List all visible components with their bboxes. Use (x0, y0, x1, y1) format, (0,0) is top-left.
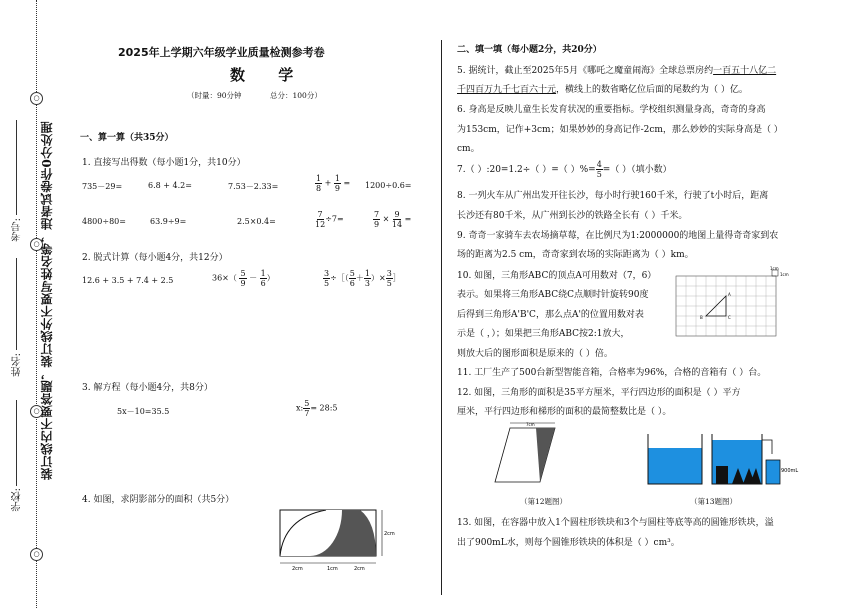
q3-b: x: $\frac{5}{7}$ = 28:5 (296, 399, 338, 418)
q1-item: 7.53－2.33= (228, 182, 279, 191)
column-divider (441, 40, 442, 595)
exam-number-label: 考号: (12, 218, 23, 242)
q4-figure (270, 500, 410, 572)
q1-item: 2.5×0.4= (237, 217, 276, 226)
svg-text:B: B (700, 315, 703, 320)
binding-circle: ○ (30, 92, 43, 105)
grid-scale-label: 1cm (770, 266, 779, 271)
q4-dim: 2cm (292, 566, 303, 572)
q4-dim: 2cm (384, 531, 395, 537)
q8-line1: 8. 一列火车从广州出发开往长沙，每小时行驶160千米，行驶了t小时后，距离 (457, 191, 769, 201)
q12-line2: 厘米，平行四边形和梯形的面积的最简整数比是（ ）。 (457, 407, 672, 417)
q3-title: 3. 解方程（每小题4分，共8分） (82, 383, 213, 393)
part2-title: 二、填一填（每小题2分，共20分） (457, 45, 602, 55)
exam-number-line (16, 120, 17, 215)
q10-line5: 则放大后的图形面积是原来的（ ）倍。 (457, 349, 613, 359)
q10-line3: 后得到三角形A'B'C，那么点A'的位置用数对表 (457, 310, 644, 320)
binding-warning: 装订线内不要答题，装订线外不要写姓名等，违者试卷作0分处理 (40, 121, 54, 480)
q12-line1: 12. 如图，三角形的面积是35平方厘米，平行四边形的面积是（ ）平方 (457, 388, 741, 398)
school-line (16, 400, 17, 486)
binding-circle: ○ (30, 405, 43, 418)
q6-line3: cm。 (457, 144, 480, 154)
exam-time: （时量：90分钟 (187, 91, 242, 100)
q5-line2: 千四百万九千七百六十元，横线上的数省略亿位后面的尾数约为（ ）亿。 (457, 85, 748, 95)
q1-item: 735－29= (82, 182, 123, 191)
q4-dim: 1cm (327, 566, 338, 572)
exam-title: 2025年上学期六年级学业质量检测参考卷 (118, 46, 325, 59)
fig12-caption: （第12题图） (520, 497, 568, 506)
q2-a: 12.6 + 3.5 + 7.4 + 2.5 (82, 276, 174, 285)
q1-item: 4800÷80= (82, 217, 126, 226)
student-name-line (16, 258, 17, 350)
binding-circle: ○ (30, 238, 43, 251)
q1-fraction-item: $\frac{1}{8}$ + $\frac{1}{9}$ = (316, 174, 351, 193)
q7: 7.（ ）:20=1.2÷（ ）=（ ）%= $\frac{4}{5}$ =（ ）（填小数） (457, 160, 672, 179)
q12-figure (490, 420, 580, 490)
q1-fraction-item: $\frac{7}{9}$ × $\frac{9}{14}$ = (374, 210, 412, 229)
q10-line1: 10. 如图，三角形ABC的顶点A可用数对（7，6） (457, 271, 657, 281)
subject-title: 数 学 (230, 66, 308, 84)
q13-figure (640, 428, 800, 488)
binding-margin (0, 0, 72, 608)
svg-text:A: A (728, 292, 731, 297)
q10-line2: 表示。如果将三角形ABC绕C点顺时针旋转90度 (457, 290, 649, 300)
part1-title: 一、算一算（共35分） (80, 133, 174, 143)
q3-a: 5x－10=35.5 (117, 407, 170, 416)
q10-line4: 示是（ ，）；如果把三角形ABC按2:1放大， (457, 329, 630, 339)
container-water (648, 448, 702, 484)
q1-item: 6.8 + 4.2= (148, 181, 192, 190)
fig12-dim: 7cm (526, 422, 535, 427)
binding-circle: ○ (30, 548, 43, 561)
student-name-label: 姓名: (12, 353, 23, 377)
fig13-volume: 900mL (781, 468, 799, 474)
q13-line2: 出了900mL水，则每个圆锥形铁块的体积是（ ）cm³。 (457, 538, 680, 548)
q8-line2: 长沙还有80千米，从广州到长沙的铁路全长有（ ）千米。 (457, 211, 688, 221)
q5-line1: 5. 据统计，截止至2025年5月《哪吒之魔童闹海》全球总票房约一百五十八亿二 (457, 66, 777, 76)
q6-line2: 为153cm，记作+3cm；如果妙妙的身高记作-2cm，那么妙妙的实际身高是（ ） (457, 125, 783, 135)
q13-line1: 13. 如图，在容器中放入1个圆柱形铁块和3个与圆柱等底等高的圆锥形铁块，溢 (457, 518, 774, 528)
q2-c: $\frac{3}{5}$ ÷［（ $\frac{5}{6}$ ＋ $\frac{1}{3}$ ）× $\frac{3}{5}$ ］ (324, 269, 401, 288)
q2-b: 36×（ $\frac{5}{9}$ － $\frac{1}{6}$ ） (212, 269, 275, 288)
q6-line1: 6. 身高是反映儿童生长发育状况的重要指标。学校组织测量身高，奇奇的身高 (457, 105, 766, 115)
fig13-caption: （第13题图） (690, 497, 738, 506)
q1-fraction-item: $\frac{7}{12}$ ÷7= (315, 210, 344, 229)
q10-grid-figure (668, 266, 808, 346)
q9-line1: 9. 奇奇一家骑车去农场摘草莓，在比例尺为1:2000000的地图上量得奇奇家到农 (457, 231, 779, 241)
exam-score: 总分：100分） (270, 91, 322, 100)
q1-item: 1200÷0.6= (365, 181, 412, 190)
grid-scale-label: 1cm (780, 272, 789, 277)
q1-item: 63.9÷9= (150, 217, 187, 226)
q2-title: 2. 脱式计算（每小题4分，共12分） (82, 253, 228, 263)
q1-title: 1. 直接写出得数（每小题1分，共10分） (82, 158, 246, 168)
q11: 11. 工厂生产了500台新型智能音箱，合格率为96%，合格的音箱有（ ）台。 (457, 368, 767, 378)
svg-text:C: C (728, 315, 731, 320)
school-label: 学校: (12, 488, 23, 512)
q4-dim: 2cm (354, 566, 365, 572)
q9-line2: 场的距离为2.5 cm，奇奇家到农场的实际距离为（ ）km。 (457, 250, 694, 260)
q4-title: 4. 如图，求阴影部分的面积（共5分） (82, 495, 235, 505)
